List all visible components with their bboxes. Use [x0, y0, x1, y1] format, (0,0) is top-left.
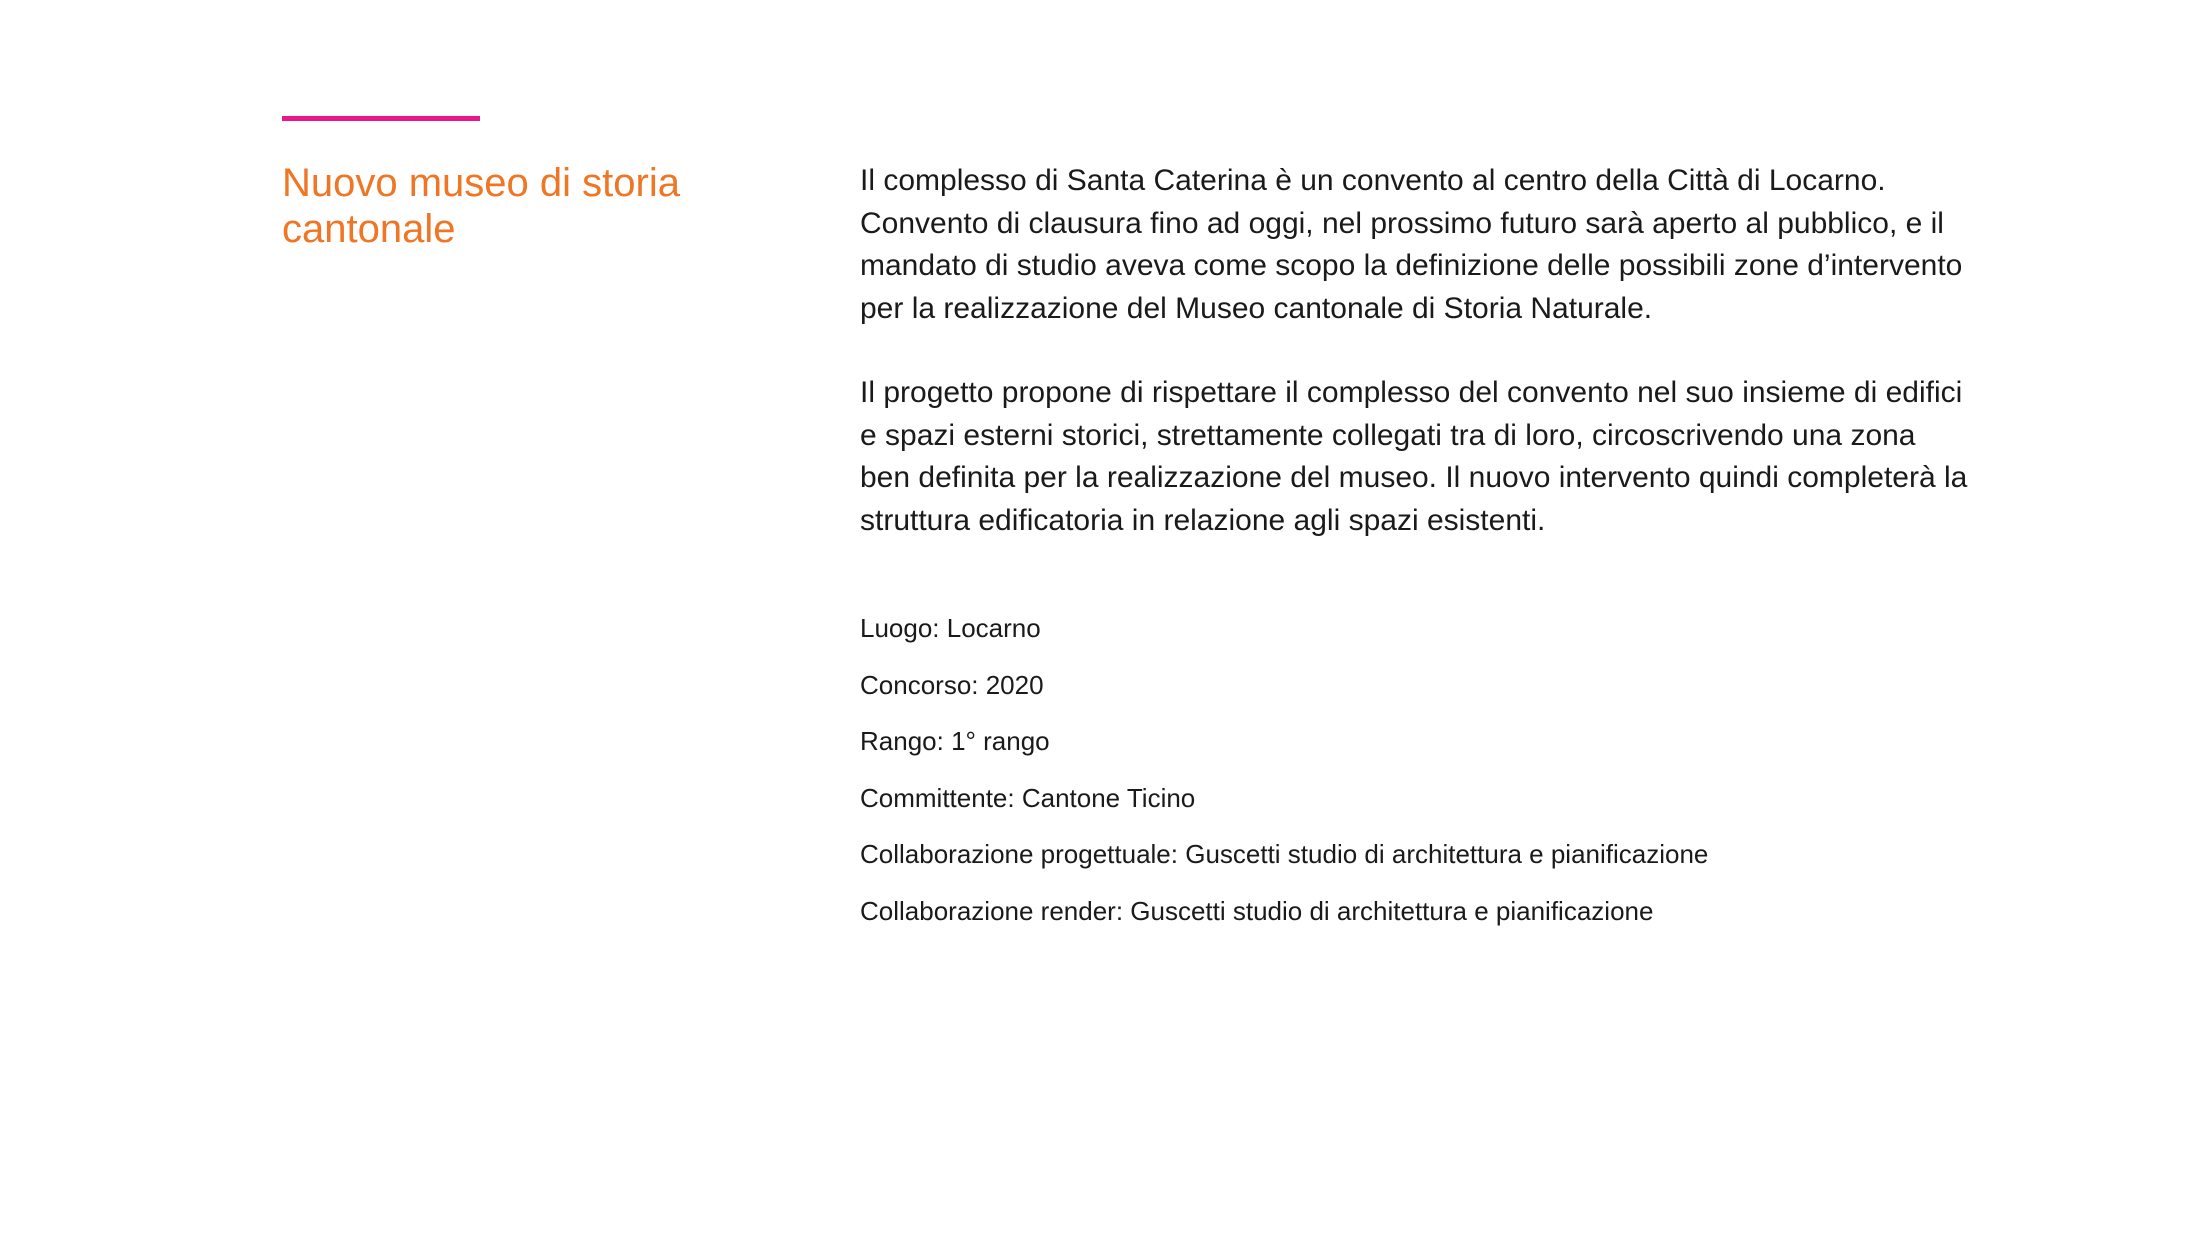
accent-line: [282, 116, 480, 121]
project-title: Nuovo museo di storia cantonale: [282, 161, 680, 251]
detail-render-collaboration: Collaborazione render: Guscetti studio di architettura e pianificazione: [860, 895, 1654, 926]
description-paragraph: Il complesso di Santa Caterina è un convento al centro della Città di Locarno. Convento di clausura fino ad oggi, nel prossimo futuro sarà aperto al pubblico, e il mandato di studio aveva come scopo la definizione delle possibili zone d’intervento per la realizzazione del Museo cantonale di Storia Naturale.: [860, 164, 1963, 325]
detail-rank: Rango: 1° rango: [860, 726, 1050, 756]
detail-location: Luogo: Locarno: [860, 613, 1041, 643]
description-paragraph: Il progetto propone di rispettare il complesso del convento nel suo insieme di edifici e spazi esterni storici, strettamente collegati tra di loro, circoscrivendo una zona ben definita per la realizzazione del museo. Il nuovo intervento quindi completerà la struttura edificatoria in relazione agli spazi esistenti.: [860, 376, 1968, 537]
detail-competition: Concorso: 2020: [860, 669, 1044, 700]
project-description: [860, 160, 1970, 939]
project-details: [860, 600, 1970, 939]
detail-client: Committente: Cantone Ticino: [860, 782, 1196, 813]
detail-design-collaboration: Collaborazione progettuale: Guscetti studio di architettura e pianificazione: [860, 839, 1709, 869]
